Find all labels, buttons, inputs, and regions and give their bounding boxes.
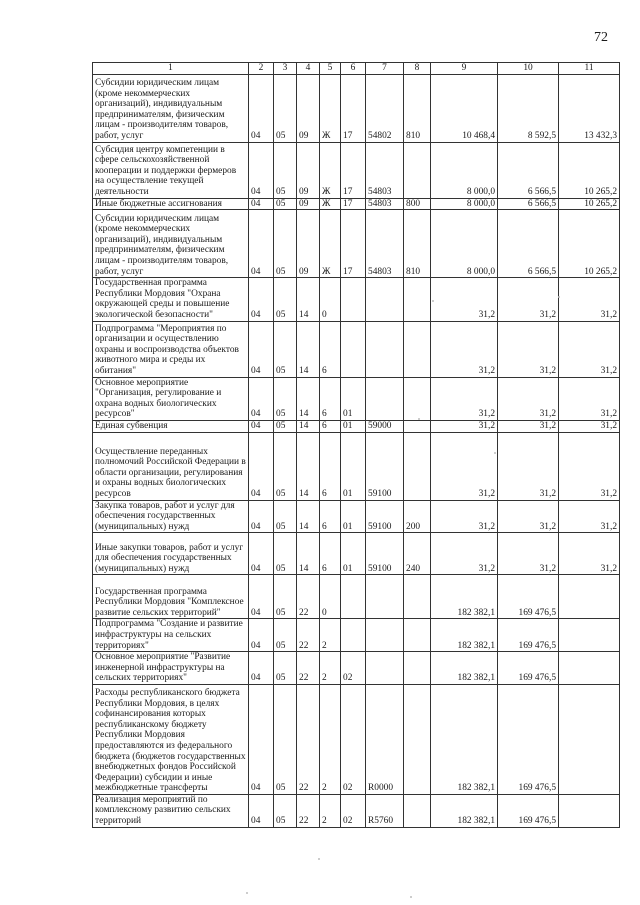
- amount-cell: 8 000,0: [431, 142, 498, 198]
- code-cell: 05: [274, 210, 297, 278]
- amount-cell: 8 592,5: [498, 74, 559, 142]
- code-cell: 800: [404, 198, 431, 210]
- code-cell: 22: [297, 575, 320, 619]
- code-cell: 6: [320, 432, 341, 500]
- code-cell: 01: [341, 432, 366, 500]
- code-cell: 22: [297, 684, 320, 794]
- code-cell: 04: [249, 74, 274, 142]
- code-cell: 05: [274, 652, 297, 685]
- amount-cell: 31,2: [431, 500, 498, 533]
- amount-cell: 31,2: [498, 500, 559, 533]
- amount-cell: 10 265,2: [559, 198, 620, 210]
- code-cell: [366, 575, 404, 619]
- row-name-cell: Осуществление переданных полномочий Российской Федерации в области организации, регулирования и охраны водных биологических ресурсов: [93, 432, 249, 500]
- amount-cell: 182 382,1: [431, 684, 498, 794]
- column-header-9: 9: [431, 63, 498, 75]
- column-header-1: 1: [93, 63, 249, 75]
- code-cell: 22: [297, 619, 320, 652]
- row-name-cell: Иные бюджетные ассигнования: [93, 198, 249, 210]
- code-cell: [404, 321, 431, 377]
- column-header-2: 2: [249, 63, 274, 75]
- code-cell: 04: [249, 652, 274, 685]
- amount-cell: 182 382,1: [431, 794, 498, 827]
- table-row: [93, 794, 620, 827]
- code-cell: 59100: [366, 500, 404, 533]
- table-row: [93, 74, 620, 142]
- column-header-11: 11: [559, 63, 620, 75]
- code-cell: [366, 377, 404, 420]
- table-header-row: [93, 63, 620, 75]
- code-cell: 05: [274, 278, 297, 321]
- code-cell: 14: [297, 420, 320, 432]
- amount-cell: 31,2: [498, 377, 559, 420]
- amount-cell: [559, 575, 620, 619]
- code-cell: 09: [297, 142, 320, 198]
- scan-speck: [418, 418, 420, 420]
- amount-cell: 10 265,2: [559, 210, 620, 278]
- amount-cell: 169 476,5: [498, 794, 559, 827]
- code-cell: 2: [320, 684, 341, 794]
- table-row: [93, 278, 620, 321]
- code-cell: 04: [249, 684, 274, 794]
- code-cell: 240: [404, 533, 431, 575]
- row-name-cell: Основное мероприятие "Организация, регулирование и охрана водных биологических ресурсов": [93, 377, 249, 420]
- amount-cell: 31,2: [498, 321, 559, 377]
- code-cell: 200: [404, 500, 431, 533]
- amount-cell: 182 382,1: [431, 619, 498, 652]
- table-row: [93, 420, 620, 432]
- table-row: [93, 684, 620, 794]
- code-cell: 02: [341, 652, 366, 685]
- amount-cell: [559, 619, 620, 652]
- code-cell: 05: [274, 321, 297, 377]
- code-cell: 22: [297, 652, 320, 685]
- amount-cell: 6 566,5: [498, 210, 559, 278]
- code-cell: 59100: [366, 533, 404, 575]
- amount-cell: 10 265,2: [559, 142, 620, 198]
- code-cell: 59100: [366, 432, 404, 500]
- code-cell: [404, 432, 431, 500]
- amount-cell: 31,2: [498, 533, 559, 575]
- amount-cell: 6 566,5: [498, 142, 559, 198]
- code-cell: 04: [249, 321, 274, 377]
- code-cell: 17: [341, 210, 366, 278]
- code-cell: [404, 619, 431, 652]
- row-name-cell: Субсидии юридическим лицам (кроме некоммерческих организаций), индивидуальным предпринимателям, физическим лицам - производителям товаров, работ, услуг: [93, 210, 249, 278]
- table-row: [93, 652, 620, 685]
- amount-cell: 182 382,1: [431, 575, 498, 619]
- code-cell: 05: [274, 684, 297, 794]
- table-row: [93, 142, 620, 198]
- table-row: [93, 619, 620, 652]
- code-cell: 0: [320, 575, 341, 619]
- amount-cell: 169 476,5: [498, 652, 559, 685]
- code-cell: 05: [274, 74, 297, 142]
- amount-cell: 169 476,5: [498, 575, 559, 619]
- code-cell: 6: [320, 533, 341, 575]
- code-cell: [404, 684, 431, 794]
- code-cell: 04: [249, 142, 274, 198]
- code-cell: 01: [341, 420, 366, 432]
- code-cell: 05: [274, 432, 297, 500]
- amount-cell: 31,2: [559, 432, 620, 500]
- code-cell: 04: [249, 794, 274, 827]
- amount-cell: 169 476,5: [498, 684, 559, 794]
- code-cell: 04: [249, 278, 274, 321]
- code-cell: [366, 321, 404, 377]
- code-cell: 04: [249, 377, 274, 420]
- code-cell: 05: [274, 794, 297, 827]
- amount-cell: [559, 794, 620, 827]
- amount-cell: 31,2: [498, 420, 559, 432]
- code-cell: [341, 321, 366, 377]
- code-cell: 54802: [366, 74, 404, 142]
- code-cell: 6: [320, 321, 341, 377]
- code-cell: 05: [274, 420, 297, 432]
- code-cell: R5760: [366, 794, 404, 827]
- code-cell: Ж: [320, 142, 341, 198]
- table-row: [93, 432, 620, 500]
- amount-cell: 31,2: [431, 321, 498, 377]
- code-cell: 01: [341, 500, 366, 533]
- code-cell: 14: [297, 321, 320, 377]
- code-cell: 14: [297, 500, 320, 533]
- code-cell: [341, 619, 366, 652]
- row-name-cell: Подпрограмма "Мероприятия по организации и осуществлению охраны и воспроизводства объектов животного мира и среды их обитания": [93, 321, 249, 377]
- amount-cell: 31,2: [431, 377, 498, 420]
- code-cell: 17: [341, 198, 366, 210]
- code-cell: 04: [249, 533, 274, 575]
- code-cell: [404, 575, 431, 619]
- code-cell: Ж: [320, 198, 341, 210]
- amount-cell: 31,2: [559, 420, 620, 432]
- amount-cell: 13 432,3: [559, 74, 620, 142]
- scan-speck: [246, 892, 248, 894]
- column-header-3: 3: [274, 63, 297, 75]
- code-cell: 04: [249, 432, 274, 500]
- code-cell: 14: [297, 432, 320, 500]
- table-row: [93, 198, 620, 210]
- scan-speck: [432, 300, 434, 302]
- code-cell: 09: [297, 198, 320, 210]
- row-name-cell: Расходы республиканского бюджета Республики Мордовия, в целях софинансирования которых республиканскому бюджету Республики Мордовия предоставляются из федерального бюджета (бюджетов государственных внебюджетных фондов Российской Федерации) субсидии и иные межбюджетные трансферты: [93, 684, 249, 794]
- scan-speck: [494, 452, 496, 454]
- code-cell: [404, 377, 431, 420]
- code-cell: 04: [249, 575, 274, 619]
- amount-cell: 31,2: [431, 420, 498, 432]
- table-row: [93, 377, 620, 420]
- code-cell: 14: [297, 533, 320, 575]
- code-cell: 17: [341, 142, 366, 198]
- column-header-8: 8: [404, 63, 431, 75]
- column-header-6: 6: [341, 63, 366, 75]
- code-cell: 09: [297, 210, 320, 278]
- page-number: 72: [594, 30, 608, 45]
- code-cell: 02: [341, 794, 366, 827]
- row-name-cell: Государственная программа Республики Мордовия "Охрана окружающей среды и повышение экологической безопасности": [93, 278, 249, 321]
- amount-cell: [559, 684, 620, 794]
- scan-speck: [410, 896, 412, 898]
- amount-cell: 31,2: [559, 377, 620, 420]
- code-cell: [404, 794, 431, 827]
- code-cell: [341, 278, 366, 321]
- code-cell: 2: [320, 652, 341, 685]
- code-cell: 54803: [366, 198, 404, 210]
- code-cell: 54803: [366, 142, 404, 198]
- code-cell: [404, 142, 431, 198]
- code-cell: [341, 575, 366, 619]
- row-name-cell: Реализация мероприятий по комплексному развитию сельских территорий: [93, 794, 249, 827]
- budget-table: [92, 62, 620, 828]
- code-cell: 05: [274, 500, 297, 533]
- table-body: [93, 74, 620, 827]
- scan-speck: [318, 858, 320, 860]
- row-name-cell: Иные закупки товаров, работ и услуг для обеспечения государственных (муниципальных) нужд: [93, 533, 249, 575]
- code-cell: 05: [274, 142, 297, 198]
- code-cell: 04: [249, 210, 274, 278]
- amount-cell: 31,2: [431, 432, 498, 500]
- amount-cell: 31,2: [431, 278, 498, 321]
- column-header-5: 5: [320, 63, 341, 75]
- code-cell: 14: [297, 278, 320, 321]
- code-cell: R0000: [366, 684, 404, 794]
- code-cell: 17: [341, 74, 366, 142]
- table-row: [93, 210, 620, 278]
- scan-speck: [558, 296, 560, 298]
- code-cell: 04: [249, 420, 274, 432]
- amount-cell: 31,2: [559, 500, 620, 533]
- row-name-cell: Единая субвенция: [93, 420, 249, 432]
- code-cell: 05: [274, 575, 297, 619]
- code-cell: 6: [320, 377, 341, 420]
- code-cell: Ж: [320, 210, 341, 278]
- row-name-cell: Государственная программа Республики Мордовия "Комплексное развитие сельских территорий": [93, 575, 249, 619]
- code-cell: 05: [274, 533, 297, 575]
- amount-cell: 8 000,0: [431, 210, 498, 278]
- code-cell: 2: [320, 794, 341, 827]
- column-header-10: 10: [498, 63, 559, 75]
- code-cell: 6: [320, 500, 341, 533]
- code-cell: 05: [274, 198, 297, 210]
- row-name-cell: Подпрограмма "Создание и развитие инфраструктуры на сельских территориях": [93, 619, 249, 652]
- code-cell: [366, 619, 404, 652]
- code-cell: 22: [297, 794, 320, 827]
- column-header-4: 4: [297, 63, 320, 75]
- amount-cell: 31,2: [559, 278, 620, 321]
- code-cell: 04: [249, 619, 274, 652]
- amount-cell: 31,2: [498, 278, 559, 321]
- amount-cell: 31,2: [498, 432, 559, 500]
- code-cell: [366, 278, 404, 321]
- code-cell: 810: [404, 210, 431, 278]
- row-name-cell: Основное мероприятие "Развитие инженерной инфраструктуры на сельских территориях": [93, 652, 249, 685]
- code-cell: [404, 420, 431, 432]
- code-cell: 05: [274, 377, 297, 420]
- code-cell: 54803: [366, 210, 404, 278]
- code-cell: 14: [297, 377, 320, 420]
- code-cell: 810: [404, 74, 431, 142]
- code-cell: 04: [249, 500, 274, 533]
- column-header-7: 7: [366, 63, 404, 75]
- code-cell: 6: [320, 420, 341, 432]
- amount-cell: [559, 652, 620, 685]
- code-cell: [404, 652, 431, 685]
- code-cell: [366, 652, 404, 685]
- code-cell: 01: [341, 533, 366, 575]
- code-cell: 09: [297, 74, 320, 142]
- amount-cell: 8 000,0: [431, 198, 498, 210]
- table-row: [93, 500, 620, 533]
- code-cell: 01: [341, 377, 366, 420]
- amount-cell: 31,2: [559, 533, 620, 575]
- amount-cell: 10 468,4: [431, 74, 498, 142]
- amount-cell: 31,2: [431, 533, 498, 575]
- code-cell: 02: [341, 684, 366, 794]
- code-cell: 0: [320, 278, 341, 321]
- amount-cell: 31,2: [559, 321, 620, 377]
- table-row: [93, 321, 620, 377]
- row-name-cell: Субсидии юридическим лицам (кроме некоммерческих организаций), индивидуальным предпринимателям, физическим лицам - производителям товаров, работ, услуг: [93, 74, 249, 142]
- code-cell: Ж: [320, 74, 341, 142]
- row-name-cell: Субсидия центру компетенции в сфере сельскохозяйственной кооперации и поддержки фермеров на осуществление текущей деятельности: [93, 142, 249, 198]
- amount-cell: 182 382,1: [431, 652, 498, 685]
- code-cell: 04: [249, 198, 274, 210]
- table-row: [93, 533, 620, 575]
- code-cell: [404, 278, 431, 321]
- code-cell: 05: [274, 619, 297, 652]
- row-name-cell: Закупка товаров, работ и услуг для обеспечения государственных (муниципальных) нужд: [93, 500, 249, 533]
- code-cell: 2: [320, 619, 341, 652]
- amount-cell: 6 566,5: [498, 198, 559, 210]
- amount-cell: 169 476,5: [498, 619, 559, 652]
- code-cell: 59000: [366, 420, 404, 432]
- table-row: [93, 575, 620, 619]
